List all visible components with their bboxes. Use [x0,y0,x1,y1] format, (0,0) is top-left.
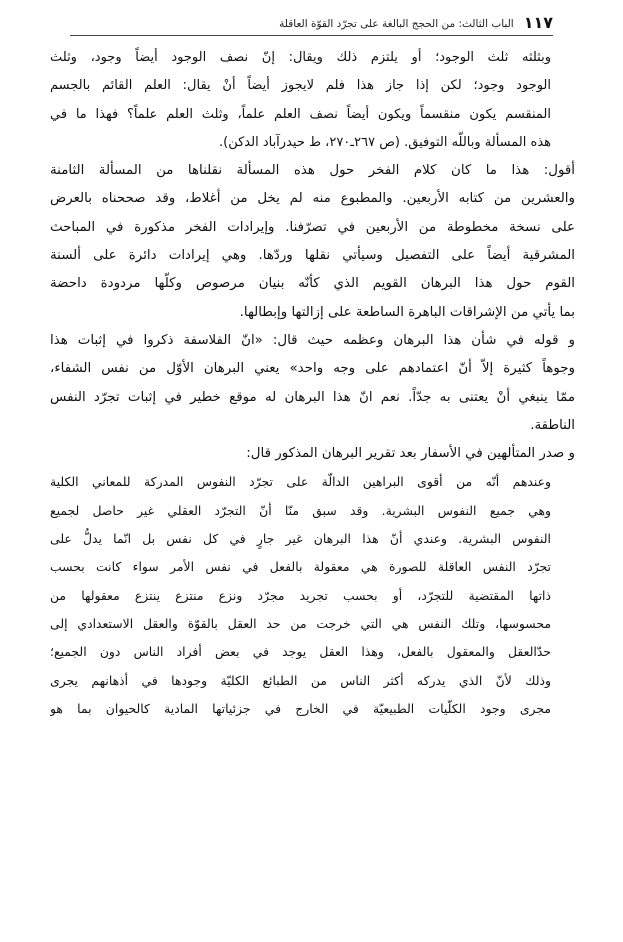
text-line: بما يأتي من الإشراقات الباهرة الساطعة على إزالتها وإبطالها. [239,304,575,320]
paragraph-1 [50,157,575,327]
text-line: وجوهاً كثيرة إلاّ أنّ اعتمادهم على وجه واحد» يعني البرهان الأوّل من نفس الشفاء، [50,361,575,377]
text-line: حدّالعقل والمعقول بالفعل، وهذا العقل يوجد في بعض أفراد الناس دون الجميع؛ [50,644,551,660]
text-line: وهي جميع النفوس البشرية. وقد سبق منّا أنّ التجرّد العقلي غير حاصل لجميع [50,502,551,518]
text-line: الوجود وجود؛ لكن إذا جاز هذا فلم لايجوز أيضاً أنْ يقال: العلم القائم بالجسم [50,78,551,94]
text-line: الناطقة. [530,417,575,433]
quote-block-2 [50,468,575,723]
text-line: ممّا ينبغي أنْ يعتنى به جدّاً. نعم انّ هذا البرهان له موقع خطير في إثبات تجرّد النفس [50,389,575,405]
text-line: المشرقية أيضاً على التفصيل وسيأتي نقلها وردّها. وهي إيرادات دائرة على ألسنة [50,248,575,264]
text-line: على نسخة مخطوطة من الأربعين في تصرّفنا. وإيرادات الفخر مذكورة في المباحث [50,219,575,235]
text-line: القوم حول هذا البرهان القويم الذي كأنّه بنيان مرصوص وكلّها مردودة داحضة [50,276,575,292]
page-header [70,10,553,32]
text-line: وبثلثه ثلث الوجود؛ أو يلتزم ذلك ويقال: إنّ نصف الوجود أيضاً وجود، وثلث [50,50,551,65]
text-line: محسوسها، وتلك النفس هي التي خرجت من حد العقل بالقوّة والعقل الاستعدادي إلى [50,615,551,631]
text-line: تجرّد النفس العاقلة للصورة هي معقولة بالفعل في نفس الأمر سواء كانت بحسب [50,559,551,575]
text-line: و قوله في شأن هذا البرهان وعظمه حيث قال: «انّ الفلاسفة ذكروا في إثبات هذا [50,332,575,348]
header-rule [70,35,553,36]
paragraph-2 [50,327,575,440]
body-text [50,44,575,723]
page-number: ١١٧ [523,13,553,32]
text-line: وعندهم أنّه من أقوى البراهين الدالّة على تجرّد النفوس المدركة للمعاني الكلية [50,474,551,490]
text-line: ذاتها المقتضية للتجرّد، أو بحسب تجريد مجرّد ونزع منتزع ينتزع معقولها من [50,587,551,603]
text-line: المنقسم يكون منقسماً ويكون أيضاً نصف العلم علماً، وثلث العلم علماً؟ فهذا ما في [50,106,551,122]
running-title: الباب الثالث: من الحجج البالغة على تجرّد القوّة العاقلة [279,18,514,30]
text-line: هذه المسألة وباللّه التوفيق. (ص ٢٦٧ـ٢٧٠، ط حيدرآباد الدكن). [219,134,551,150]
paragraph-3 [50,440,575,468]
text-line: وذلك لأنّ الذي يدركه أكثر الناس من الطبائع الكليّة وجودها في أذهانهم يجرى [50,672,551,688]
text-line: النفوس البشرية. وعندي أنّ هذا البرهان غير جارٍ في كل نفس بل انّما يدلُّ على [50,531,551,547]
quote-block-1 [50,44,575,157]
text-line: و صدر المتألهين في الأسفار بعد تقرير البرهان المذكور قال: [246,446,575,462]
text-line: والعشرين من كتابه الأربعين. والمطبوع منه لم يخل من أغلاط، وقد صححناه بالعرض [50,191,575,207]
text-line: مجرى وجود الكلّيات الطبيعيّة في الخارج في جزئياتها المادية كالحيوان بما هو [50,700,551,716]
text-line: أقول: هذا ما كان كلام الفخر حول هذه المسألة نقلناها من المسألة الثامنة [50,163,575,179]
